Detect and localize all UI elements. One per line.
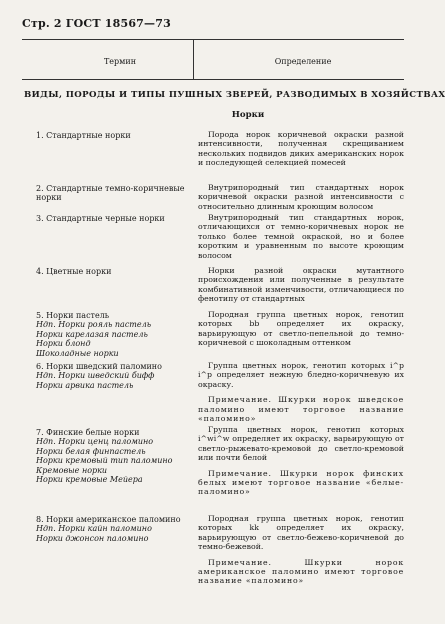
definition-entry-8: [198, 514, 404, 592]
term-synonym: Шоколадные норки: [36, 348, 119, 358]
term-synonym: Норки карелазая пастель: [36, 329, 148, 339]
term-entry-3: [36, 214, 191, 223]
note-text: Примечание. Шкурки норок финских белых имеют торговое название «белые-паломино»: [198, 468, 404, 497]
term-synonym: Норки кремовый тип паломино: [36, 456, 173, 466]
note-text: Примечание. Шкурки норок американское паломино имеют торговое название «паломино»: [198, 557, 404, 586]
term-synonym: Ндп. Норки рояль пастель: [36, 320, 152, 330]
term-name: 4. Цветные норки: [36, 267, 112, 276]
column-header-term: Термин: [103, 57, 137, 66]
term-synonym: Кремовые норки: [36, 465, 108, 475]
definition-text: Порода норок коричневой окраски разной интенсивности, полученная скрещиванием нескольких подвидов диких американских норок и последующей селекцией помесей: [198, 130, 404, 168]
definition-entry-6: [198, 361, 404, 429]
column-divider: [193, 39, 194, 79]
term-entry-2: [36, 184, 191, 203]
page-header: Стр. 2 ГОСТ 18567—73: [22, 17, 171, 30]
term-synonym: Норки арвика пастель: [36, 380, 134, 390]
definition-entry-4: [198, 266, 404, 310]
term-entry-4: [36, 267, 191, 276]
subsection-title: Норки: [231, 110, 265, 120]
term-name: 8. Норки американское паломино: [36, 515, 181, 524]
term-synonym: Норки белая финпастель: [36, 446, 146, 456]
term-entry-1: [36, 131, 191, 140]
term-synonym: Норки блонд: [36, 339, 91, 349]
term-name: 5. Норки пастель: [36, 311, 110, 320]
term-synonym: Норки джонсон паломино: [36, 533, 149, 543]
definition-text: Группа цветных норок, генотип которых i^p i^p определяет нежную бледно-коричневую их окраску.: [198, 361, 404, 389]
term-name: 1. Стандартные норки: [36, 131, 131, 140]
definition-text: Внутрипородный тип стандартных норок, отличающихся от темно-коричневых норок не только более темной окраской, но и более коротким и уравненным по высоте кроющим волосом: [198, 213, 404, 260]
definition-text: Группа цветных норок, генотип которых i^wi^w определяет их окраску, варьирующую от светло-рыжевато-кремовой до светло-кремовой или почти белой: [198, 425, 404, 463]
term-entry-8: [36, 515, 191, 543]
term-name: 3. Стандартные черные норки: [36, 214, 165, 223]
term-entry-6: [36, 362, 191, 390]
definition-entry-5: [198, 310, 404, 354]
definition-text: Породная группа цветных норок, генотип которых bb определяет их окраску, варьирующую от светло-пепельной до темно-коричневой с шоколадным оттенком: [198, 310, 404, 348]
term-name: 2. Стандартные темно-коричневые норки: [36, 184, 185, 203]
table-top-rule: [22, 39, 404, 40]
term-name: 7. Финские белые норки: [36, 428, 140, 437]
term-synonym: Ндп. Норки ценц паломино: [36, 437, 154, 447]
term-entry-5: [36, 311, 191, 358]
term-synonym: Ндп. Норки кайн паломино: [36, 524, 152, 534]
term-synonym: Ндп. Норки шведский бифф: [36, 371, 155, 381]
term-name: 6. Норки шведский паломино: [36, 362, 162, 371]
definition-entry-3: [198, 213, 404, 266]
definition-entry-1: [198, 130, 404, 174]
term-entry-7: [36, 428, 191, 484]
definition-text: Внутрипородный тип стандартных норок коричневой окраски разной интенсивности с относительно длинным кроющим волосом: [198, 183, 404, 211]
definition-entry-7: [198, 425, 404, 503]
note-text: Примечание. Шкурки норок шведское паломино имеют торговое название «паломино»: [198, 395, 404, 424]
section-title: ВИДЫ, ПОРОДЫ И ТИПЫ ПУШНЫХ ЗВЕРЕЙ, РАЗВОДИМЫХ В ХОЗЯЙСТВАХ: [24, 90, 445, 100]
column-header-definition: Определение: [274, 57, 332, 66]
definition-text: Норки разной окраски мутантного происхождения или полученные в результате комбинативной изменчивости, отличающиеся по фенотипу от стандартных: [198, 266, 404, 304]
definition-text: Породная группа цветных норок, генотип которых kk определяет их окраску, варьирующую от светло-бежево-коричневой до темно-бежевой.: [198, 514, 404, 552]
header-bottom-rule: [22, 79, 404, 80]
term-synonym: Норки кремовые Мейера: [36, 475, 143, 485]
